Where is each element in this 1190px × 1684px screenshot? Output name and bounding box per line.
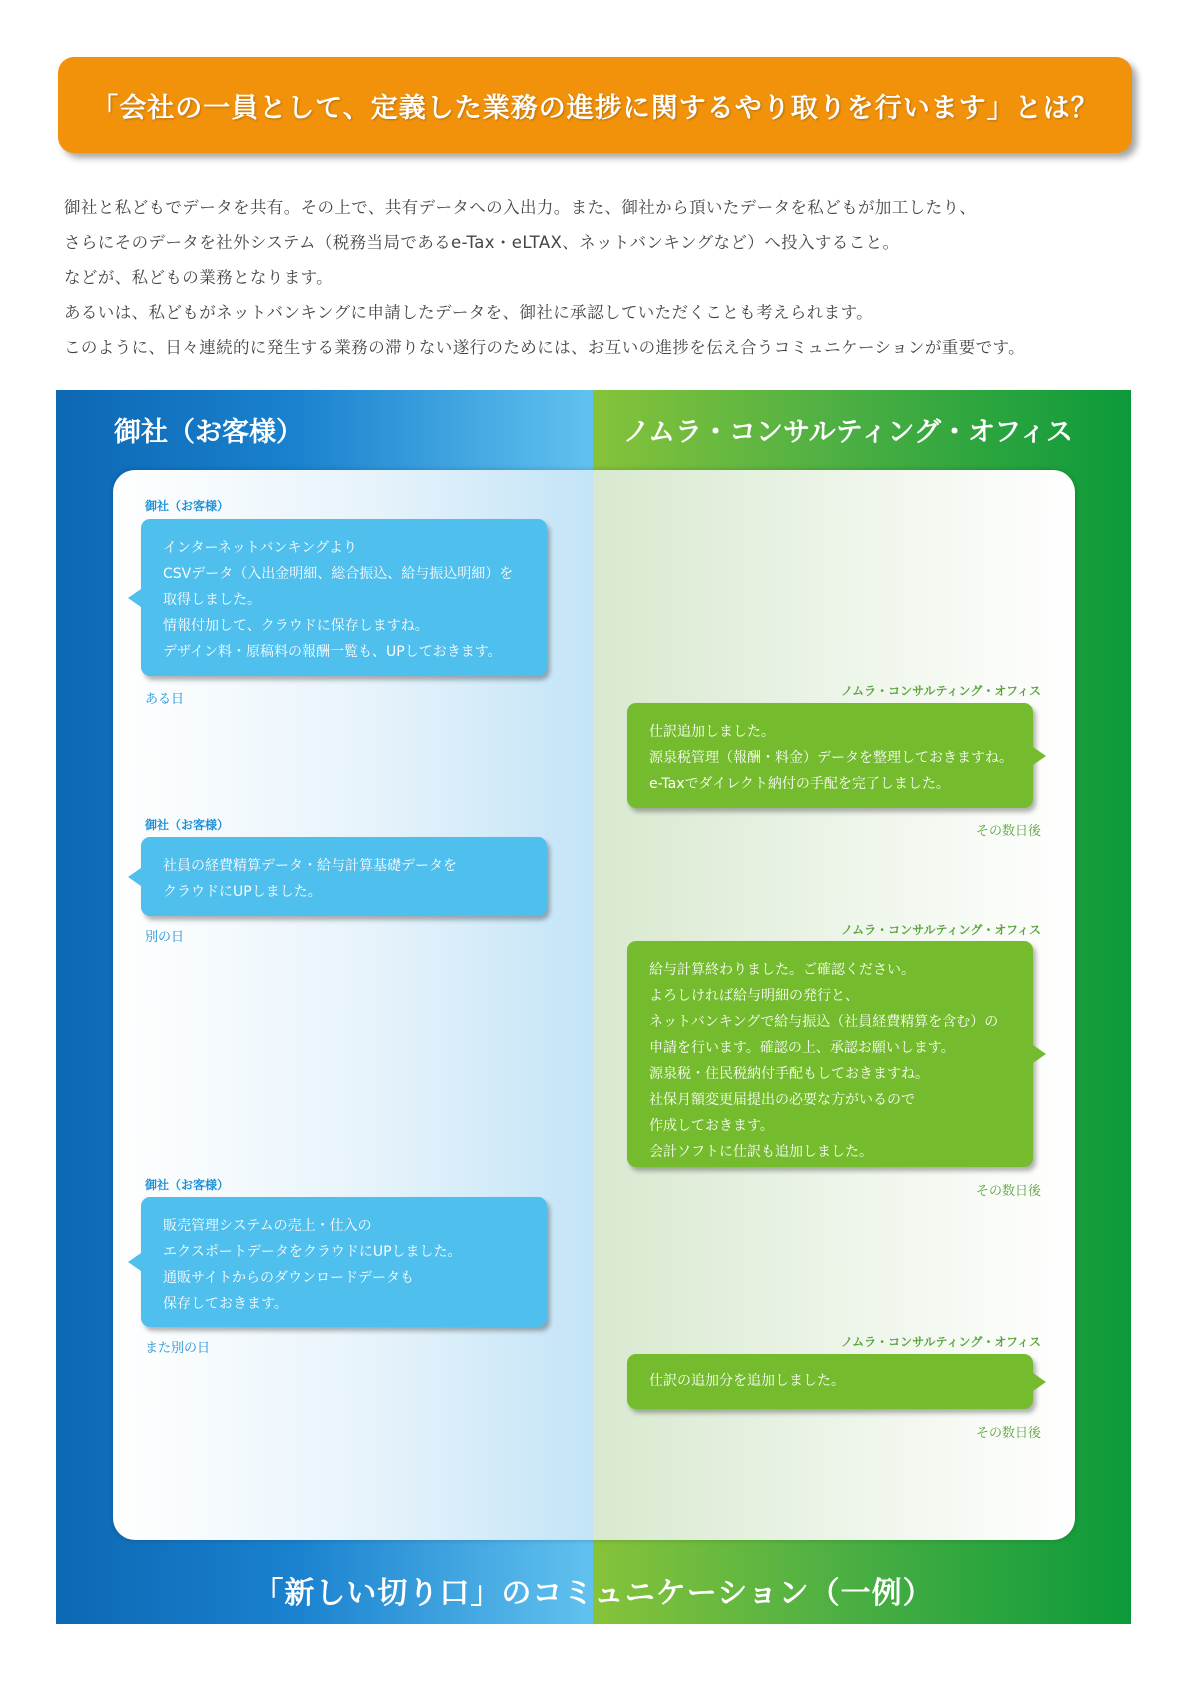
intro-line: 御社と私どもでデータを共有。その上で、共有データへの入出力。また、御社から頂いたデータを私どもが加工したり、 xyxy=(64,198,977,217)
message-line: 源泉税管理（報酬・料金）データを整理しておきますね。 xyxy=(649,750,1013,766)
intro-line: さらにそのデータを社外システム（税務当局であるe-Tax・eLTAX、ネットバンキングなど）へ投入すること。 xyxy=(64,233,900,252)
timing-label: その数日後 xyxy=(975,824,1041,839)
message-line: 源泉税・住民税納付手配もしておきますね。 xyxy=(649,1066,929,1082)
intro-text xyxy=(64,190,1144,365)
message-line: 通販サイトからのダウンロードデータも xyxy=(163,1270,415,1286)
message-bubble xyxy=(627,941,1033,1167)
message-line: 申請を行います。確認の上、承認お願いします。 xyxy=(649,1040,955,1056)
message-line: 販売管理システムの売上・仕入の xyxy=(163,1218,372,1234)
sender-label: 御社（お客様） xyxy=(145,499,230,513)
message-line: 社保月額変更届提出の必要な方がいるので xyxy=(649,1092,915,1108)
message-bubble xyxy=(141,519,547,676)
timing-label: その数日後 xyxy=(975,1426,1041,1441)
title-banner xyxy=(58,57,1132,153)
message-line: 取得しました。 xyxy=(163,592,261,608)
message-line: 仕訳追加しました。 xyxy=(649,724,775,740)
message-line: エクスポートデータをクラウドにUPしました。 xyxy=(163,1244,462,1260)
intro-line: このように、日々連続的に発生する業務の滞りない遂行のためには、お互いの進捗を伝え合うコミュニケーションが重要です。 xyxy=(64,338,1025,357)
message-line: よろしければ給与明細の発行と、 xyxy=(649,988,859,1004)
diagram-caption: 「新しい切り口」のコミュニケーション（一例） xyxy=(253,1576,934,1611)
communication-diagram xyxy=(56,390,1131,1624)
message-line: 会計ソフトに仕訳も追加しました。 xyxy=(649,1144,873,1160)
timing-label: 別の日 xyxy=(145,930,185,945)
intro-line: などが、私どもの業務となります。 xyxy=(64,268,334,287)
nomura-column-title: ノムラ・コンサルティング・オフィス xyxy=(622,417,1073,448)
intro-line: あるいは、私どもがネットバンキングに申請したデータを、御社に承認していただくことも考えられます。 xyxy=(64,303,874,322)
timing-label: ある日 xyxy=(145,692,185,707)
message-bubble xyxy=(141,837,547,916)
message-line: 社員の経費精算データ・給与計算基礎データを xyxy=(163,858,457,874)
sender-label: 御社（お客様） xyxy=(145,818,230,832)
client-column-title: 御社（お客様） xyxy=(114,417,303,448)
sender-label: ノムラ・コンサルティング・オフィス xyxy=(840,684,1041,698)
message-line: 作成しておきます。 xyxy=(649,1118,774,1134)
message-line: デザイン料・原稿料の報酬一覧も、UPしておきます。 xyxy=(163,644,502,660)
message-line: ネットバンキングで給与振込（社員経費精算を含む）の xyxy=(649,1014,999,1030)
message-line: e-Taxでダイレクト納付の手配を完了しました。 xyxy=(649,776,950,792)
timing-label: また別の日 xyxy=(145,1341,211,1356)
message-line: 保存しておきます。 xyxy=(163,1296,288,1312)
sender-label: ノムラ・コンサルティング・オフィス xyxy=(840,923,1041,937)
timing-label: その数日後 xyxy=(975,1184,1041,1199)
message-bubble xyxy=(141,1197,547,1327)
message-line: 情報付加して、クラウドに保存しますね。 xyxy=(163,618,429,634)
message-bubble xyxy=(627,1354,1033,1409)
message-line: 仕訳の追加分を追加しました。 xyxy=(649,1373,845,1389)
sender-label: ノムラ・コンサルティング・オフィス xyxy=(840,1335,1041,1349)
message-line: インターネットバンキングより xyxy=(163,540,358,556)
sender-label: 御社（お客様） xyxy=(145,1178,230,1192)
message-line: 給与計算終わりました。ご確認ください。 xyxy=(649,962,915,978)
message-bubble xyxy=(627,703,1033,808)
message-line: CSVデータ（入出金明細、総合振込、給与振込明細）を xyxy=(163,566,514,582)
message-line: クラウドにUPしました。 xyxy=(163,884,322,900)
message-board xyxy=(113,470,1075,1540)
page-title: 「会社の一員として、定義した業務の進捗に関するやり取りを行います」とは？ xyxy=(91,92,1099,124)
